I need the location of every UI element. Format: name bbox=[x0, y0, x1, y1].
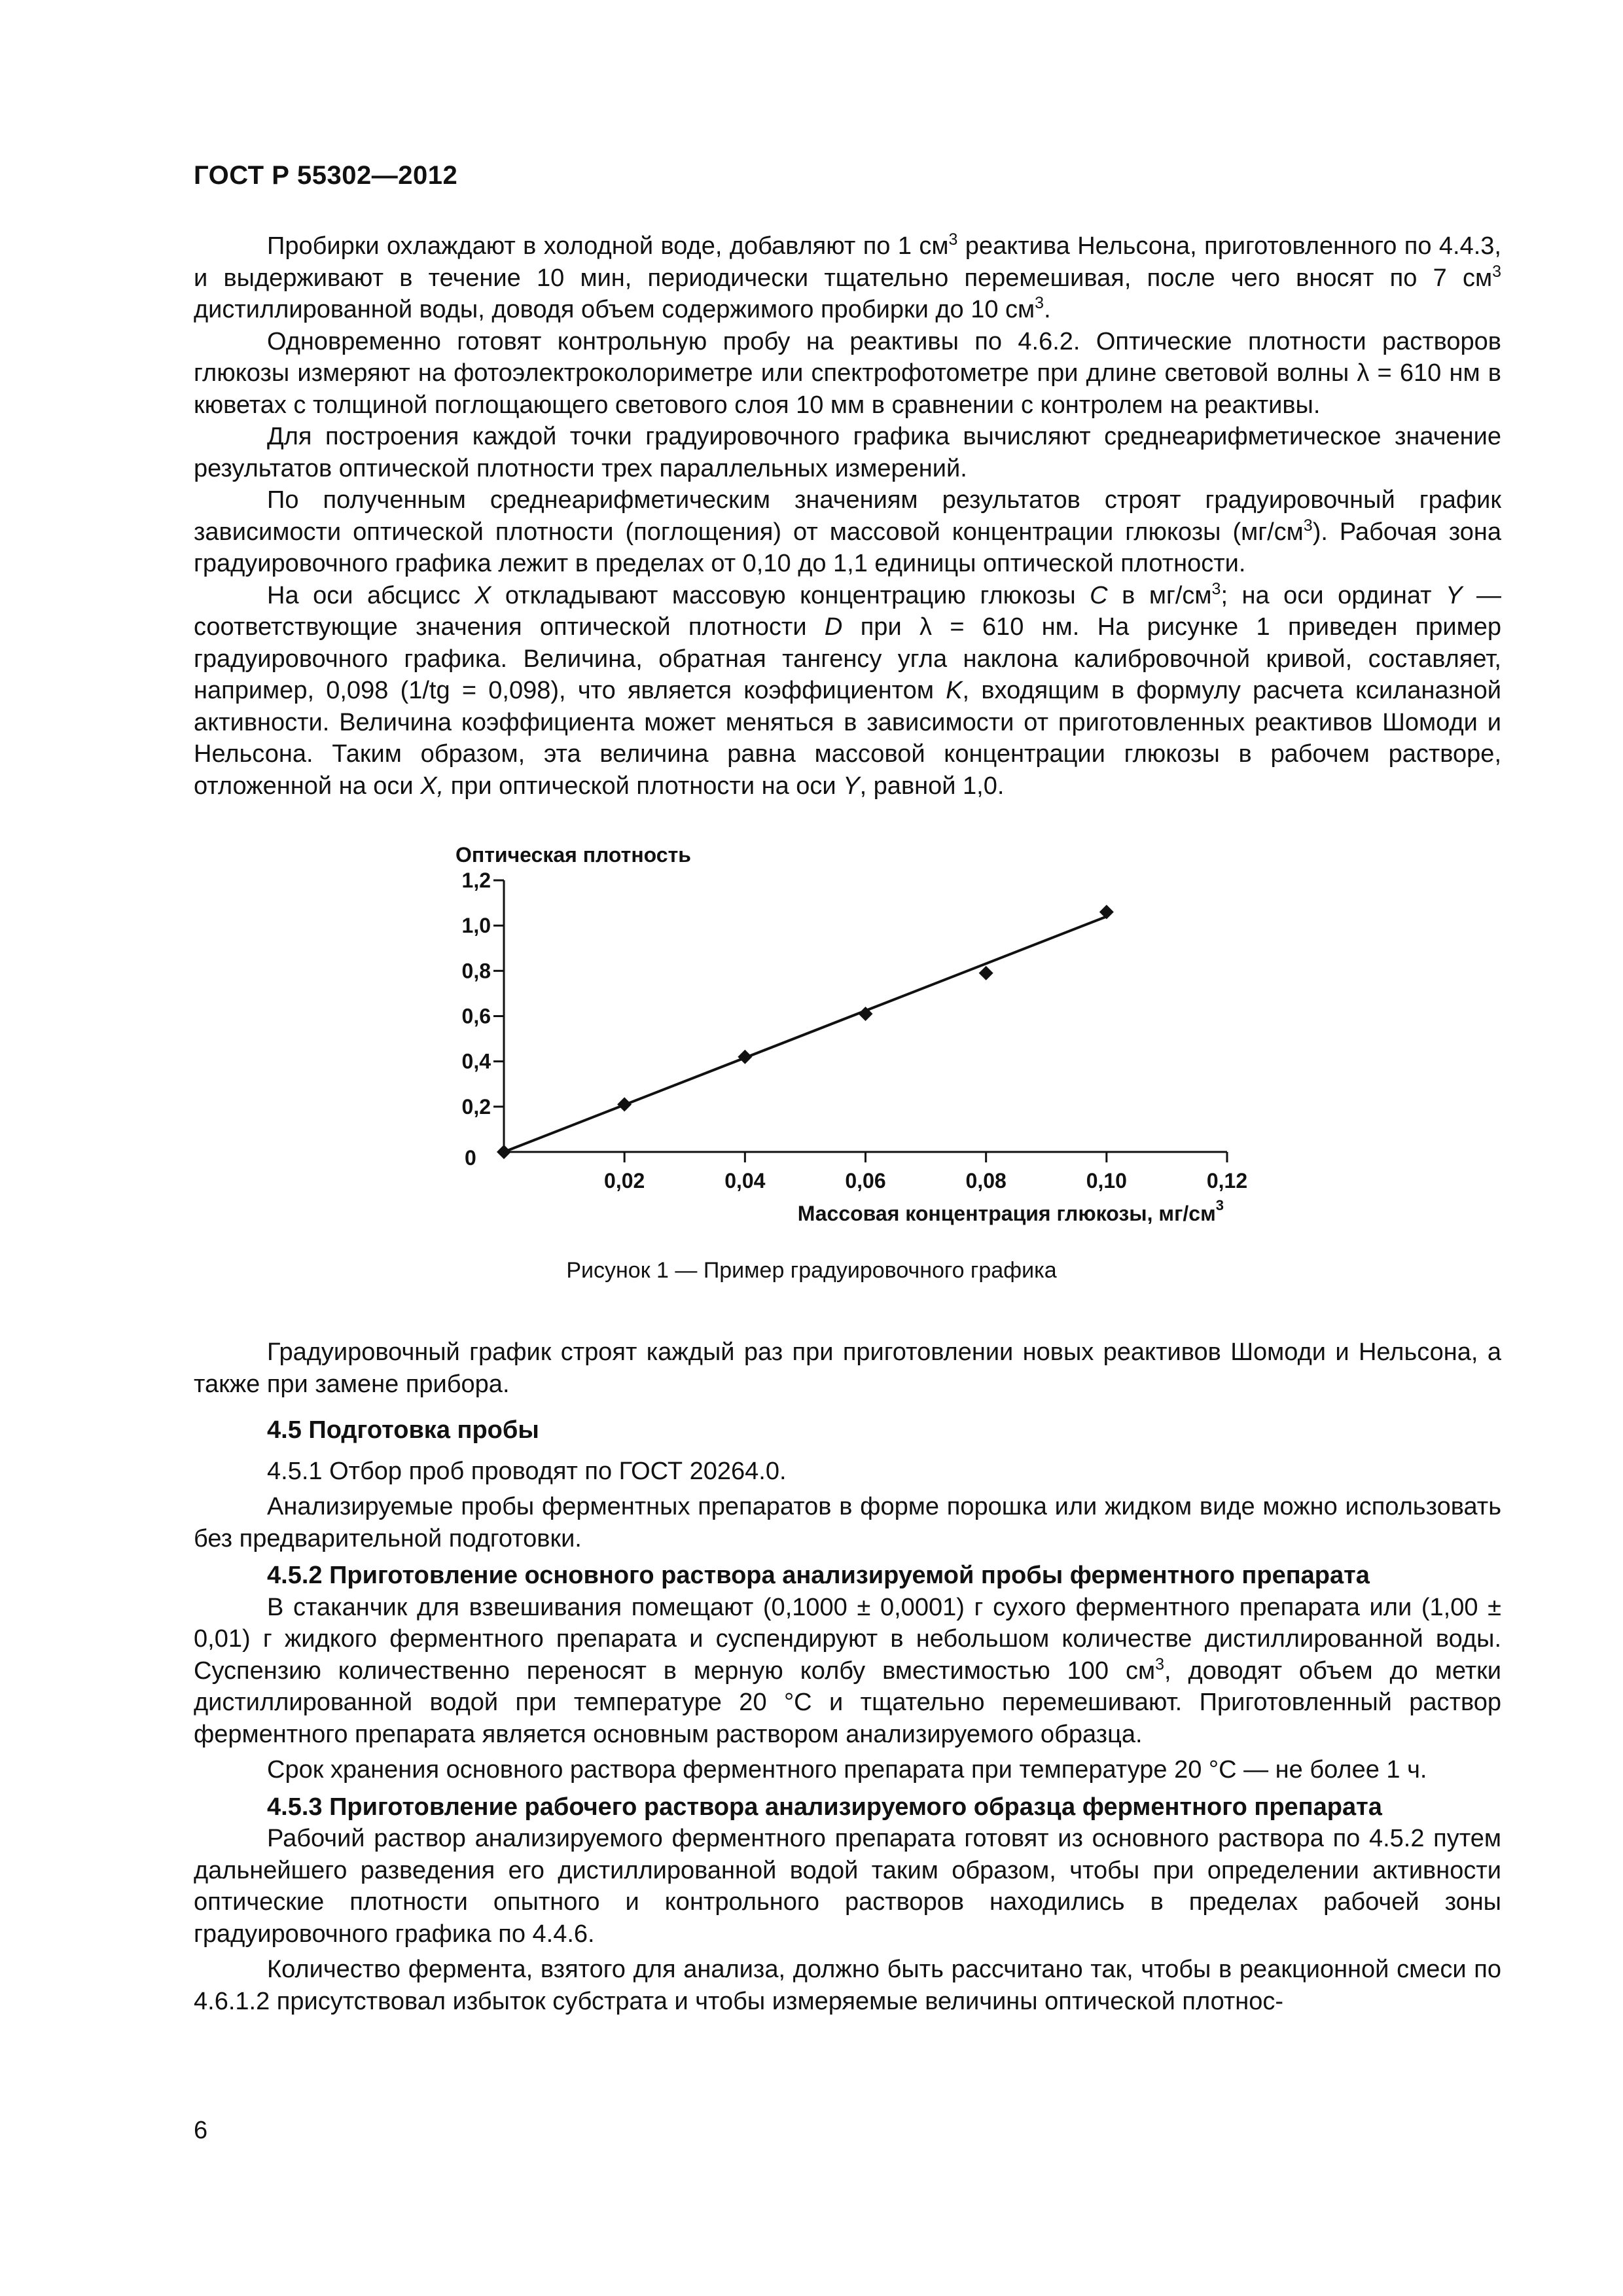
paragraph: В стаканчик для взвешивания помещают (0,1000 ± 0,0001) г сухого ферментного препарата или (1,00 ± 0,01) г жидкого ферментного препарата и суспендируют в небольшом количестве дистиллированной воды. Суспензию количественно переносят в мерную колбу вместимостью 100 $см^3$, доводят объем до метки дистиллированной водой при температуре 20 °С и тщательно перемешивают. Приготовленный раствор ферментного препарата является основным раствором анализируемого образца. bbox=[194, 1593, 1501, 1748]
y-tick-label: 0,8 bbox=[461, 959, 491, 983]
paragraph: Градуировочный график строят каждый раз при приготовлении новых реактивов Шомоди и Нельсона, а также при замене прибора. bbox=[194, 1338, 1501, 1398]
paragraph: 4.5.1 Отбор проб проводят по ГОСТ 20264.0. bbox=[267, 1457, 787, 1485]
y-tick-label: 1,0 bbox=[461, 914, 491, 938]
trend-line bbox=[504, 916, 1107, 1152]
x-tick-label: 0,02 bbox=[604, 1169, 645, 1193]
x-tick-label: 0,04 bbox=[724, 1169, 766, 1193]
standard-designation: ГОСТ Р 55302—2012 bbox=[194, 161, 458, 190]
data-point-marker bbox=[738, 1050, 752, 1064]
x-tick-label: 0,06 bbox=[845, 1169, 886, 1193]
paragraph: Анализируемые пробы ферментных препаратов в форме порошка или жидком виде можно использовать без предварительной подготовки. bbox=[194, 1493, 1501, 1552]
calibration-chart bbox=[419, 841, 1283, 1247]
y-axis-label: Оптическая плотность bbox=[455, 843, 691, 867]
figure-caption: Рисунок 1 — Пример градуировочного графика bbox=[566, 1258, 1057, 1283]
paragraph: Рабочий раствор анализируемого ферментного препарата готовят из основного раствора по 4.5.2 путем дальнейшего разведения его дистиллированной водой таким образом, чтобы при определении активности оптические плотности опытного и контрольного растворов находились в пределах рабочей зоны градуировочного графика по 4.4.6. bbox=[194, 1825, 1501, 1948]
x-tick-label: 0,08 bbox=[965, 1169, 1007, 1193]
x-ticks bbox=[604, 1152, 1247, 1193]
x-axis-label: Массовая концентрация глюкозы, $мг/см^3$ bbox=[797, 1197, 1224, 1225]
y-ticks bbox=[462, 869, 504, 1119]
data-point-marker bbox=[497, 1145, 511, 1159]
data-points bbox=[497, 905, 1114, 1159]
data-point-marker bbox=[1099, 905, 1114, 919]
paragraph: Пробирки охлаждают в холодной воде, добавляют по 1 $см^3$ реактива Нельсона, приготовленного по 4.4.3, и выдерживают в течение 10 мин, периодически тщательно перемешивая, после чего вносят по 7 $см^3$ дистиллированной воды, доводя объем содержимого пробирки до 10 $см^3$. bbox=[194, 230, 1501, 323]
y-tick-label: 1,2 bbox=[461, 869, 491, 892]
paragraph: Одновременно готовят контрольную пробу на реактивы по 4.6.2. Оптические плотности растворов глюкозы измеряют на фотоэлектроколориметре или спектрофотометре при длине световой волны λ = 610 нм в кюветах с толщиной поглощающего светового слоя 10 мм в сравнении с контролем на реактивы. bbox=[194, 327, 1501, 419]
subsection-heading: 4.5.3 Приготовление рабочего раствора анализируемого образца ферментного препарата bbox=[267, 1793, 1382, 1821]
paragraph: На оси абсцисс X откладывают массовую концентрацию глюкозы C в $мг/см^3$; на оси ординат Y — соответствующие значения оптической плотности D при λ = 610 нм. На рисунке 1 приведен пример градуировочного графика. Величина, обратная тангенсу угла наклона калибровочной кривой, составляет, например, 0,098 (1/tg = 0,098), что является коэффициентом K, входящим в формулу расчета ксиланазной активности. Величина коэффициента может меняться в зависимости от приготовленных реактивов Шомоди и Нельсона. Таким образом, эта величина равна массовой концентрации глюкозы в рабочем растворе, отложенной на оси X, при оптической плотности на оси Y, равной 1,0. bbox=[194, 579, 1501, 800]
x-tick-label: 0,10 bbox=[1086, 1169, 1127, 1193]
y-tick-label: 0,2 bbox=[461, 1094, 491, 1119]
y-tick-label: 0,6 bbox=[461, 1004, 491, 1028]
subsection-heading: 4.5.2 Приготовление основного раствора анализируемой пробы ферментного препарата bbox=[267, 1562, 1370, 1589]
paragraph: Количество фермента, взятого для анализа, должно быть рассчитано так, чтобы в реакционной смеси по 4.6.1.2 присутствовал избыток субстрата и чтобы измеряемые величины оптической плотнос- bbox=[194, 1956, 1501, 2015]
y-tick-label: 0,4 bbox=[461, 1049, 491, 1073]
paragraph: По полученным среднеарифметическим значениям результатов строят градуировочный график зависимости оптической плотности (поглощения) от массовой концентрации глюкозы $(мг/см^3)$. Рабочая зона градуировочного графика лежит в пределах от 0,10 до 1,1 единицы оптической плотности. bbox=[194, 486, 1501, 577]
data-point-marker bbox=[617, 1097, 632, 1111]
text-block-top bbox=[194, 230, 1501, 802]
text-block-bottom bbox=[194, 1336, 1501, 2017]
data-point-marker bbox=[979, 966, 993, 980]
page-number: 6 bbox=[194, 2117, 208, 2144]
paragraph: Для построения каждой точки градуировочного графика вычисляют среднеарифметическое значение результатов оптической плотности трех параллельных измерений. bbox=[194, 423, 1501, 482]
origin-label: 0 bbox=[465, 1146, 476, 1170]
x-tick-label: 0,12 bbox=[1206, 1169, 1248, 1193]
trend-line-group bbox=[504, 916, 1107, 1152]
paragraph: Срок хранения основного раствора ферментного препарата при температуре 20 °С — не более 1 ч. bbox=[267, 1756, 1427, 1784]
section-heading: 4.5 Подготовка пробы bbox=[267, 1416, 539, 1444]
